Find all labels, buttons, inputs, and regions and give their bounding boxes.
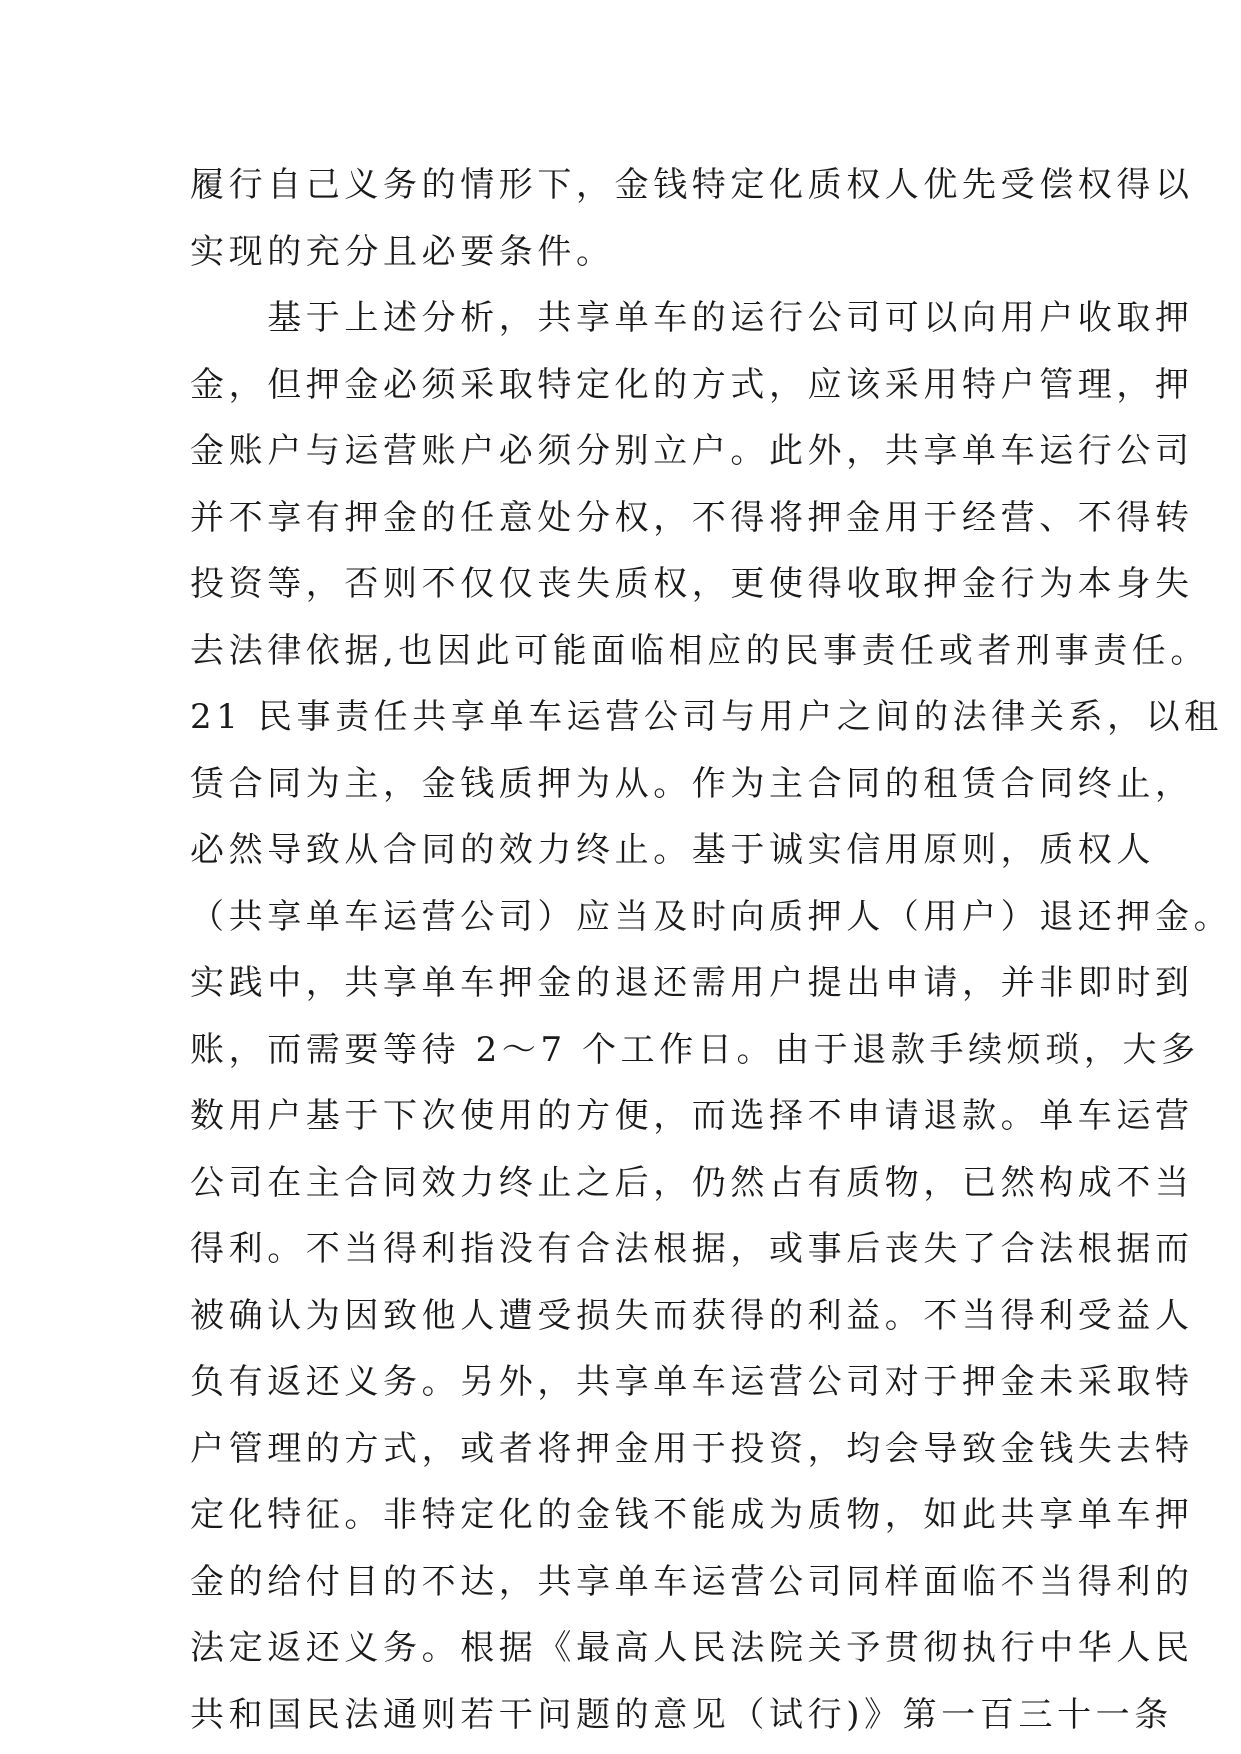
text-line-16: 公司在主合同效力终止之后，仍然占有质物，已然构成不当 <box>190 1162 1194 1203</box>
text-line-21: 定化特征。非特定化的金钱不能成为质物，如此共享单车押 <box>190 1495 1194 1535</box>
text-line-1: 履行自己义务的情形下，金钱特定化质权人优先受偿权得以 <box>190 165 1194 205</box>
text-line-18: 被确认为因致他人遭受损失而获得的利益。不当得利受益人 <box>190 1295 1194 1336</box>
text-line-6: 并不享有押金的任意处分权，不得将押金用于经营、不得转 <box>190 497 1194 538</box>
text-line-17: 得利。不当得利指没有合法根据，或事后丧失了合法根据而 <box>190 1229 1194 1269</box>
text-line-5: 金账户与运营账户必须分别立户。此外，共享单车运行公司 <box>190 431 1194 471</box>
text-line-11: 必然导致从合同的效力终止。基于诚实信用原则，质权人 <box>190 830 1155 870</box>
text-line-2: 实现的充分且必要条件。 <box>190 231 615 272</box>
body-text <box>190 152 1233 1748</box>
text-line-24: 共和国民法通则若干问题的意见（试行)》第一百三十一条 <box>190 1694 1173 1735</box>
text-line-9: 21 民事责任共享单车运营公司与用户之间的法律关系，以租 <box>190 697 1223 737</box>
text-line-12: （共享单车运营公司）应当及时向质押人（用户）退还押金。 <box>190 896 1233 937</box>
text-line-4: 金，但押金必须采取特定化的方式，应该采用特户管理，押 <box>190 364 1194 405</box>
text-line-13: 实践中，共享单车押金的退还需用户提出申请，并非即时到 <box>190 963 1194 1003</box>
text-line-3: 基于上述分析，共享单车的运行公司可以向用户收取押 <box>190 298 1194 338</box>
text-line-8: 去法律依据,也因此可能面临相应的民事责任或者刑事责任。 <box>190 630 1210 671</box>
text-line-10: 赁合同为主，金钱质押为从。作为主合同的租赁合同终止， <box>190 763 1194 804</box>
text-line-14: 账，而需要等待 2～7 个工作日。由于退款手续烦琐，大多 <box>190 1029 1200 1070</box>
text-line-7: 投资等，否则不仅仅丧失质权，更使得收取押金行为本身失 <box>190 564 1194 604</box>
text-line-22: 金的给付目的不达，共享单车运营公司同样面临不当得利的 <box>190 1561 1194 1602</box>
text-line-19: 负有返还义务。另外，共享单车运营公司对于押金未采取特 <box>190 1362 1194 1402</box>
text-line-15: 数用户基于下次使用的方便，而选择不申请退款。单车运营 <box>190 1096 1194 1136</box>
text-line-20: 户管理的方式，或者将押金用于投资，均会导致金钱失去特 <box>190 1428 1194 1469</box>
text-line-23: 法定返还义务。根据《最高人民法院关予贯彻执行中华人民 <box>190 1628 1194 1668</box>
